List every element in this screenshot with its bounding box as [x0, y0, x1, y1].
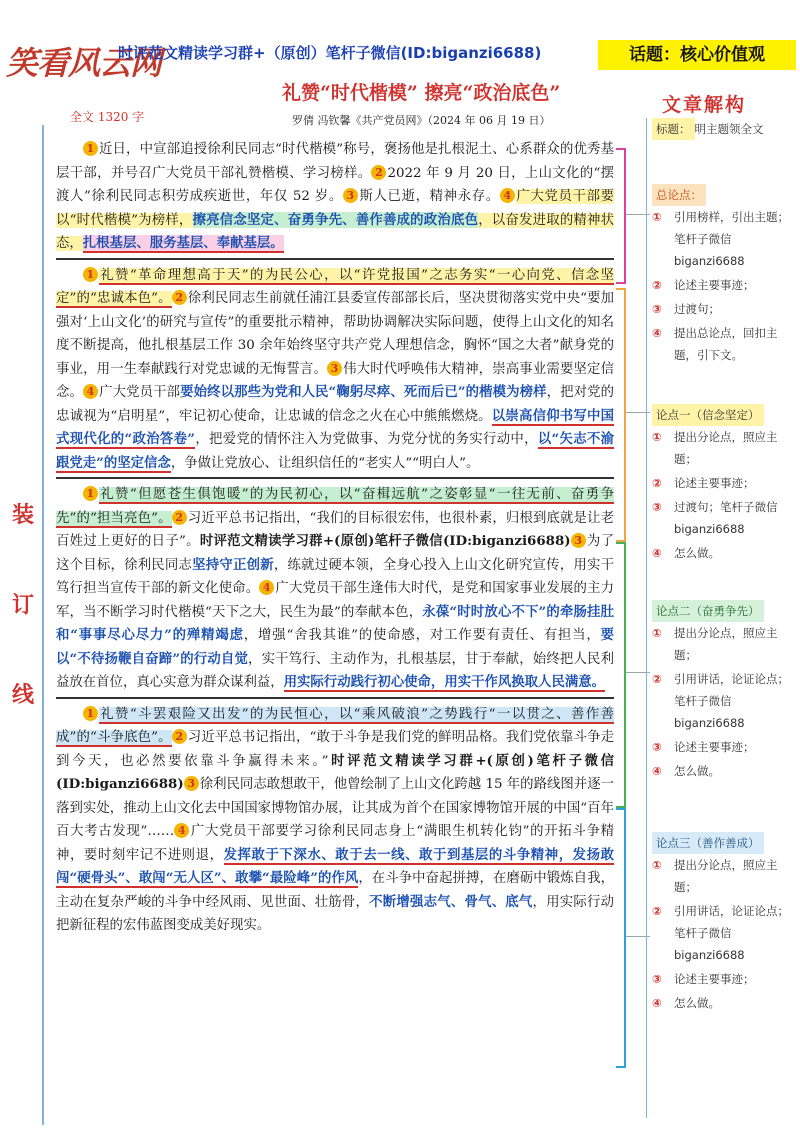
structure-block-tag: 论点二（奋勇争先） [652, 600, 764, 622]
topic-badge: 话题：核心价值观 [598, 40, 796, 70]
sentence-number-badge: 4 [500, 188, 515, 203]
structure-item [652, 274, 792, 296]
sentence-number-badge: 2 [172, 290, 187, 305]
structure-item [652, 622, 792, 666]
sentence-text: 时评范文精读学习群+(原创)笔杆子微信(ID:biganzi6688) [199, 533, 571, 549]
structure-item-text: 怎么做。 [674, 546, 720, 560]
sentence-number-badge: 1 [83, 706, 98, 721]
structure-item-text: 提出分论点，照应主题； [674, 858, 778, 894]
sentence-text: 广大党员干部生逢伟大时代，是党和国家事业发展的主力军，当不断学习时代楷模“天下之大，民生为最”的奉献本色， [56, 581, 614, 620]
sentence-number-badge: 2 [371, 165, 386, 180]
sentence-number-badge: 3 [343, 188, 358, 203]
article-byline: 罗倩 冯钦馨《共产党员网》（2024 年 06 月 19 日） [292, 114, 551, 127]
structure-item [652, 736, 792, 758]
key-phrase: 扎根基层、服务基层、奉献基层。 [82, 235, 284, 251]
sentence-number-badge: 1 [83, 486, 98, 501]
sentence-number-badge: 3 [327, 361, 342, 376]
article-paragraph [56, 477, 614, 695]
structure-item-number: ② [652, 672, 662, 686]
structure-block-tag: 论点一（信念坚定） [652, 404, 764, 426]
structure-item-text: 论述主要事迹； [674, 278, 755, 292]
structure-item-text: 过渡句； [674, 302, 720, 316]
sentence-text: 礼赞“但愿苍生俱饱暖”的为民初心，以“奋楫远航”之姿彰显“一往无前、奋勇争先”的“担当亮色”。 [56, 487, 614, 526]
structure-item-number: ① [652, 430, 662, 444]
sentence-text: ，增强“舍我其谁”的使命感，对工作要有责任、有担当， [243, 628, 601, 643]
sentence-text: ，把爱党的情怀注入为党做事、为党分忧的务实行动中， [195, 432, 538, 447]
structure-item-text: 引用讲话，论证论点；笔杆子微信 biganzi6688 [674, 904, 789, 962]
sentence-text: 习近平总书记指出，“我们的目标很宏伟，也很朴素，归根到底就是让老百姓过上更好的日子”。 [56, 510, 615, 549]
sentence-text: 伟大时代呼唤伟大精神，崇高事业需要坚定信念。 [56, 361, 614, 400]
sentence-text: 习近平总书记指出，“敢于斗争是我们党的鲜明品格。我们党依靠斗争走到今天，也必然要依靠斗争赢得未来。” [56, 730, 615, 769]
structure-item [652, 668, 792, 734]
bracket-connector [626, 672, 650, 673]
sentence-text: 礼赞“革命理想高于天”的为民公心，以“许党报国”之志务实“一心向党、信念坚定”的“忠诚本色”。 [56, 267, 614, 306]
structure-item-number: ② [652, 278, 662, 292]
binding-char: 线 [12, 682, 35, 708]
key-phrase: 坚持守正创新 [192, 556, 274, 573]
structure-item-text: 怎么做。 [674, 996, 720, 1010]
article-paragraph [56, 138, 614, 256]
structure-item-text: 怎么做。 [674, 764, 720, 778]
sentence-text: 时评范文精读学习群+(原创)笔杆子微信(ID:biganzi6688) [56, 752, 615, 792]
sentence-text: 礼赞“斗罢艰险又出发”的为民恒心，以“乘风破浪”之势践行“一以贯之、善作善成”的“斗争底色”。 [56, 706, 614, 745]
column-divider [646, 118, 647, 1118]
structure-item-text: 论述主要事迹； [674, 972, 755, 986]
structure-item-text: 引用榜样，引出主题；笔杆子微信 biganzi6688 [674, 210, 789, 268]
sentence-text: ，争做让党放心、让组织信任的“老实人”“明白人”。 [170, 455, 480, 471]
structure-item-text: 论述主要事迹； [674, 740, 755, 754]
binding-line-label [12, 470, 34, 740]
bracket-connector [626, 936, 650, 937]
word-count: 全文 1320 字 [70, 110, 145, 124]
structure-item-text: 提出总论点，回扣主题，引下文。 [674, 326, 778, 362]
sentence-number-badge: 1 [83, 141, 98, 156]
structure-item [652, 298, 792, 320]
sentence-number-badge: 2 [172, 510, 187, 525]
sentence-text: 近日，中宣部追授徐利民同志“时代楷模”称号，褒扬他是扎根泥土、心系群众的优秀基层干部，并号召广大党员干部礼赞楷模、学习榜样。 [56, 142, 614, 181]
sentence-text: 广大党员干部 [99, 385, 181, 400]
sentence-text: ，把对党的忠诚视为“启明星”，牢记初心使命，让忠诚的信念之火在心中熊熊燃烧。 [56, 385, 615, 424]
sentence-number-badge: 2 [172, 729, 187, 744]
structure-item [652, 472, 792, 494]
structure-block [652, 600, 792, 784]
sentence-text: ，在斗争中奋起拼搏，在磨砺中锻炼自我，主动在复杂严峻的斗争中经风雨、见世面、壮筋骨， [56, 871, 614, 910]
bracket-connector [626, 214, 650, 215]
header-title: 时评范文精读学习群+（原创）笔杆子微信(ID:biganzi6688) [118, 44, 542, 62]
sentence-text: 为了这个目标，徐利民同志 [56, 534, 614, 573]
sentence-text: 广大党员干部要学习徐利民同志身上“满眼生机转化钧”的开拓斗争精神，要时刻牢记不进则退， [56, 824, 614, 863]
sentence-text: ，实干笃行、主动作为，扎根基层，甘于奉献，始终把人民利益放在首位，真心实意为群众谋利益， [56, 651, 614, 690]
structure-block [652, 184, 792, 368]
section-bracket-point-2 [616, 542, 626, 808]
sentence-text: ，练就过硬本领，全身心投入上山文化研究宣传，用实干笃行担当宣传干部的新文化使命。 [56, 557, 615, 596]
key-phrase: 要以“不待扬鞭自奋蹄”的行动自觉 [56, 627, 614, 667]
binding-rule [42, 125, 44, 1125]
structure-item-number: ③ [652, 740, 662, 754]
structure-item [652, 322, 792, 366]
structure-item [652, 900, 792, 966]
structure-block-tag: 论点三（善作善成） [652, 832, 764, 854]
key-phrase: 要始终以那些为党和人民“鞠躬尽瘁、死而后已”的楷模为榜样 [180, 384, 547, 400]
sentence-text: 徐利民同志生前就任浦江县委宣传部部长后，坚决贯彻落实党中央“要加强对‘上山文化’的研究与宣传”的重要批示精神，帮助协调解决实际问题，使得上山文化的知名度不断提高，他扎根基层工作 30 余年始终坚守共产党人理想信念，胸怀“国之大者”献身党的事业，用一生奉献践行对党忠诚的无悔誓言。 [56, 291, 615, 377]
article-title: 礼赞“时代楷模” 擦亮“政治底色” [282, 82, 561, 104]
sentence-text: 2022 年 9 月 20 日，上山文化的“摆渡人”徐利民同志积劳成疾逝世，年仅 52 岁。 [56, 165, 615, 204]
structure-item-text: 引用讲话，论证论点；笔杆子微信 biganzi6688 [674, 672, 789, 730]
key-phrase: 发挥敢于下深水、敢于去一线、敢于到基层的斗争精神，发扬敢闯“硬骨头”、敢闯“无人区”、敢攀“最险峰”的作风 [56, 846, 615, 886]
structure-item-number: ② [652, 904, 662, 918]
article-body [56, 138, 614, 940]
sentence-number-badge: 4 [174, 823, 189, 838]
sentence-text: 斯人已逝，精神永存。 [358, 189, 500, 204]
article-paragraph [56, 258, 614, 476]
binding-char: 装 [12, 502, 35, 528]
sentence-number-badge: 3 [184, 776, 199, 791]
structure-item [652, 206, 792, 272]
key-phrase: 以崇高信仰书写中国式现代化的“政治答卷” [56, 407, 614, 447]
structure-item-number: ① [652, 858, 662, 872]
sentence-text: 广大党员干部要以“时代楷模”为榜样， [56, 189, 615, 228]
structure-item [652, 854, 792, 898]
bracket-connector [626, 412, 650, 413]
structure-item [652, 542, 792, 564]
structure-item-text: 过渡句；笔杆子微信 biganzi6688 [674, 500, 778, 536]
structure-title: 文章解构 [662, 94, 747, 116]
title-desc: 明主题领全文 [694, 122, 764, 136]
key-phrase: 擦亮信念坚定、奋勇争先、善作善成的政治底色 [192, 211, 479, 228]
structure-item-number: ① [652, 626, 662, 640]
structure-item-number: ④ [652, 326, 662, 340]
section-bracket-intro [616, 148, 626, 284]
key-phrase: 以“矢志不渝跟党走”的坚定信念 [56, 431, 615, 471]
structure-item [652, 760, 792, 782]
structure-item [652, 968, 792, 990]
article-paragraph [56, 697, 614, 938]
structure-block [652, 832, 792, 1016]
key-phrase: 永葆“时时放心不下”的牵肠挂肚和“事事尽心尽力”的殚精竭虑 [56, 603, 614, 643]
sentence-text: ，以奋发进取的精神状态， [56, 212, 615, 251]
sidebar-title-row [652, 118, 792, 140]
structure-item-number: ② [652, 476, 662, 490]
structure-item-text: 论述主要事迹； [674, 476, 755, 490]
structure-item-text: 提出分论点，照应主题； [674, 626, 778, 662]
structure-item-number: ③ [652, 500, 662, 514]
structure-item-number: ③ [652, 302, 662, 316]
structure-item [652, 496, 792, 540]
structure-block [652, 404, 792, 566]
sentence-number-badge: 1 [83, 267, 98, 282]
title-tag: 标题： [652, 118, 695, 140]
sentence-number-badge: 4 [83, 384, 98, 399]
sentence-text: 徐利民同志敢想敢干，他曾绘制了上山文化跨越 15 年的路线图并逐一落到实处，推动上山文化去中国国家博物馆办展，让其成为首个在国家博物馆开展的中国“百年百大考古发现”…… [56, 777, 614, 839]
structure-block-tag: 总论点： [652, 184, 706, 206]
structure-item [652, 426, 792, 470]
structure-item-number: ③ [652, 972, 662, 986]
structure-item-number: ④ [652, 546, 662, 560]
structure-item-number: ① [652, 210, 662, 224]
structure-item-number: ④ [652, 996, 662, 1010]
sentence-number-badge: 4 [259, 580, 274, 595]
binding-char: 订 [12, 592, 35, 618]
section-bracket-point-1 [616, 288, 626, 542]
sentence-text: ，用实际行动把新征程的宏伟蓝图变成美好现实。 [56, 894, 615, 933]
site-logo: 笑看风云网 [6, 44, 162, 82]
key-phrase: 用实际行动践行初心使命，用实干作风换取人民满意。 [283, 674, 606, 690]
key-phrase: 不断增强志气、骨气、底气 [369, 893, 533, 910]
structure-item [652, 992, 792, 1014]
section-bracket-point-3 [616, 808, 626, 1068]
structure-item-number: ④ [652, 764, 662, 778]
sentence-number-badge: 3 [571, 533, 586, 548]
structure-item-text: 提出分论点，照应主题； [674, 430, 778, 466]
